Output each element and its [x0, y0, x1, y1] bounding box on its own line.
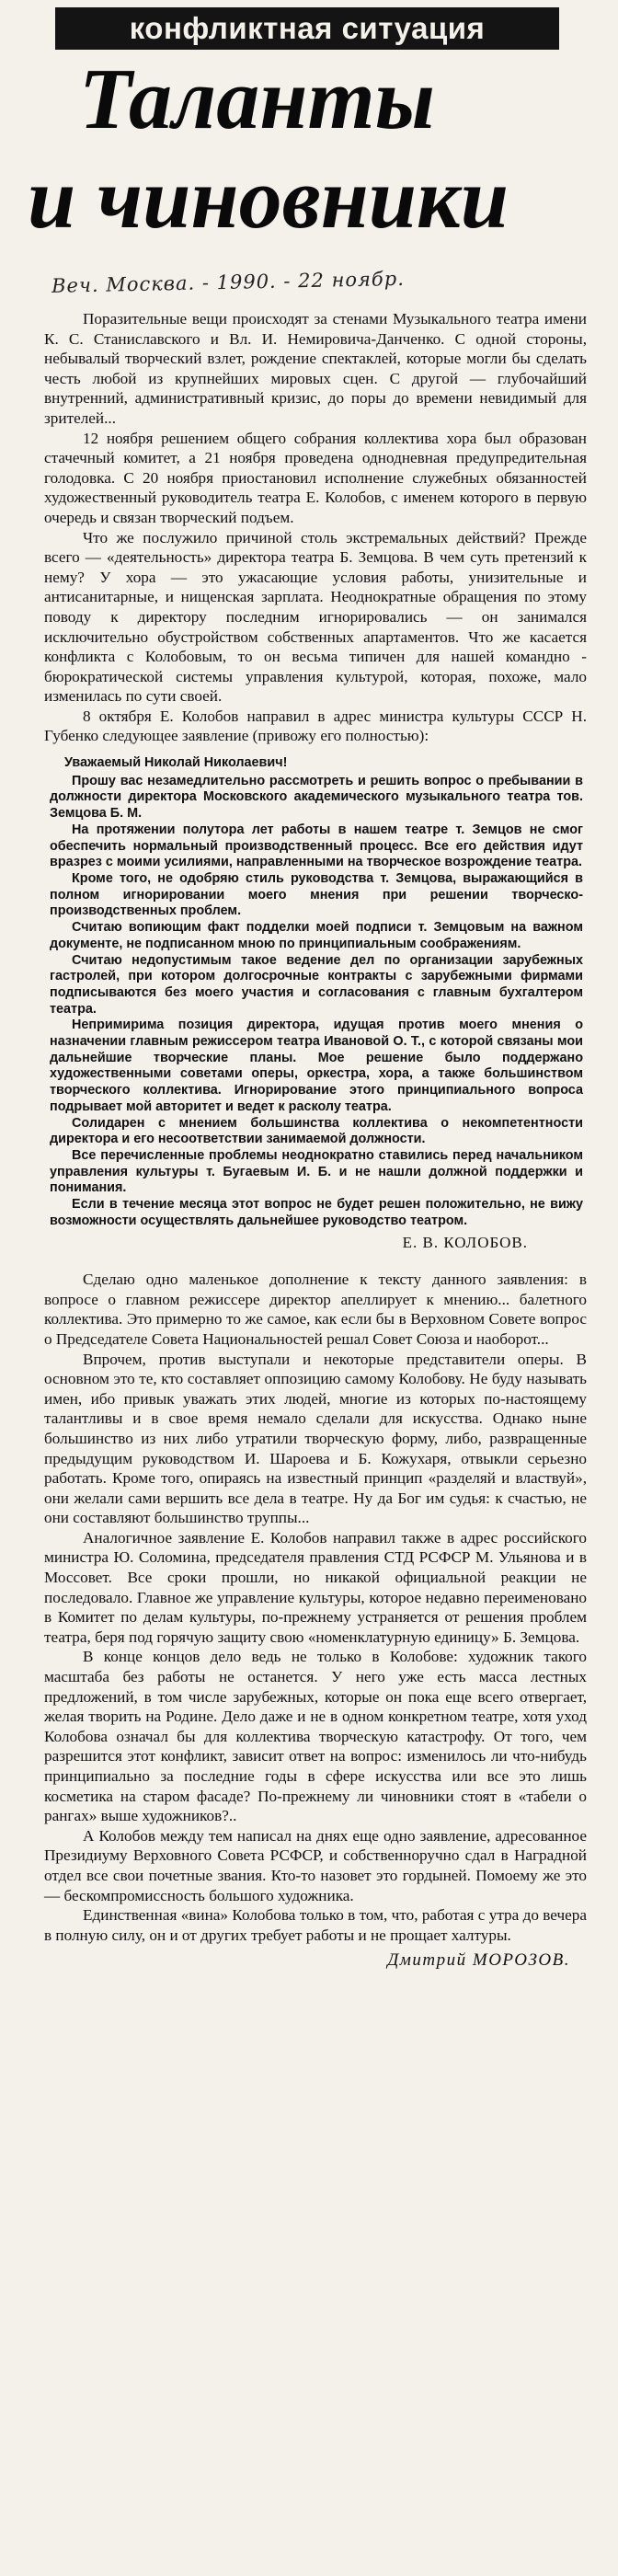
article-continuation [44, 1270, 587, 1945]
body-paragraph: Впрочем, против выступали и некоторые представители оперы. В основном это те, кто составляет оппозицию самому Колобову. Не буду называть имен, ибо привык уважать этих людей, многие из которых по-настоящему талантливы и в свое время немало сделали для искусства. Однако ныне большинство из них либо утратили творческую форму, либо, развращенные предыдущим руководством И. Шароева и Б. Кожухаря, отвыкли серьезно работать. Кроме того, опираясь на известный принцип «разделяй и властвуй», они желали сами вершить все дела в театре. Ну да Бог им судья: к счастью, не они составляют большинство труппы... [44, 1350, 587, 1527]
rubric-banner: конфликтная ситуация [55, 7, 559, 50]
letter-paragraph: Считаю недопустимым такое ведение дел по организации зарубежных гастролей, при котором долгосрочные контракты с зарубежными фирмами подписываются без моего участия и согласования с главным бухгалтером театра. [50, 952, 583, 1017]
intro-paragraph: Поразительные вещи происходят за стенами Музыкального театра имени К. С. Станиславского и Вл. И. Немировича-Данченко. С одной стороны, небывалый творческий взлет, рождение спектаклей, которые могли бы сделать честь любой из крупнейших мировых сцен. С другой — глубочайший внутренний, административный кризис, до поры до времени невидимый для зрителей... [44, 310, 587, 427]
body-paragraph: А Колобов между тем написал на днях еще одно заявление, адресованное Президиуму Верховного Совета РСФСР, и собственноручно сдал в Наградной отдел все свои почетные звания. Кто-то назовет это гордыней. Помоему же это — бескомпромиссность большого художника. [44, 1826, 587, 1904]
intro-paragraph: 8 октября Е. Колобов направил в адрес министра культуры СССР Н. Губенко следующее заявление (привожу его полностью): [44, 707, 587, 745]
quoted-letter [44, 755, 587, 1251]
author-byline: Дмитрий МОРОЗОВ. [387, 1950, 570, 1971]
body-paragraph: Аналогичное заявление Е. Колобов направил также в адрес российского министра Ю. Соломина, председателя правления СТД РСФСР М. Ульянова и в Моссовет. Все сроки прошли, но никакой официальной реакции не последовало. Главное же управление культуры, которое недавно переименовано в Комитет по делам культуры, по-прежнему устраняется от решения проблем театра, беря под горячую защиту свою «номенклатурную единицу» Б. Земцова. [44, 1528, 587, 1646]
body-paragraph: Единственная «вина» Колобова только в том, что, работая с утра до вечера в полную силу, он и от других требует работы и не прощает халтуры. [44, 1906, 587, 1944]
letter-paragraph: Кроме того, не одобряю стиль руководства т. Земцова, выражающийся в полном игнорировании моего мнения при решении творческо-производственных проблем. [50, 870, 583, 919]
letter-paragraph: На протяжении полутора лет работы в нашем театре т. Земцов не смог обеспечить нормальный производственный процесс. Все его действия идут вразрез с моими усилиями, направленными на творческое возрождение театра. [50, 822, 583, 870]
letter-paragraph: Все перечисленные проблемы неоднократно ставились перед начальником управления культуры т. Бугаевым И. Б. и не нашли должной поддержки и понимания. [50, 1147, 583, 1196]
letter-paragraph: Если в течение месяца этот вопрос не будет решен положительно, не вижу возможности осуществлять дальнейшее руководство театром. [50, 1197, 583, 1228]
letter-paragraph: Солидарен с мнением большинства коллектива о некомпетентности директора и его несоответствии занимаемой должности. [50, 1115, 583, 1147]
body-paragraph: В конце концов дело ведь не только в Колобове: художник такого масштаба без работы не останется. У него уже есть масса лестных предложений, в том числе зарубежных, которые он пока еще всего отвергает, желая творить на Родине. Дело даже и не в одном конкретном театре, хотя уход Колобова означал бы для коллектива творческую катастрофу. От того, чем разрешится этот конфликт, зависит ответ на вопрос: изменилось ли что-нибудь принципиально за последние годы в сфере искусства или все это лишь косметика на старом фасаде? По-прежнему ли чиновники стоят в «табели о рангах» выше художников?.. [44, 1648, 587, 1825]
letter-paragraph: Непримирима позиция директора, идущая против моего мнения о назначении главным режиссером театра Ивановой О. Т., с которой связаны мои дальнейшие творческие планы. Мое решение было поддержано художественными советами оперы, оркестра, хора, а также большинством творческого коллектива. Игнорирование этого принципиального вопроса подрывает мой авторитет и ведет к расколу театра. [50, 1018, 583, 1114]
letter-paragraph: Прошу вас незамедлительно рассмотреть и решить вопрос о пребывании в должности директора Московского академического музыкального театра тов. Земцова Б. М. [50, 773, 583, 822]
handwritten-source-note: Веч. Москва. - 1990. - 22 ноябр. [51, 267, 406, 297]
letter-salutation: Уважаемый Николай Николаевич! [64, 755, 288, 771]
headline-line-2: и чиновники [28, 151, 509, 247]
headline-line-1: Таланты [79, 52, 435, 147]
body-paragraph: Сделаю одно маленькое дополнение к тексту данного заявления: в вопросе о главном режиссере директор апеллирует к мнению... балетного коллектива. Это примерно то же самое, как если бы в Верховном Совете вопрос о Председателе Совета Национальностей решал Совет Союза и наоборот... [44, 1271, 587, 1348]
intro-paragraph: 12 ноября решением общего собрания коллектива хора был образован стачечный комитет, а 21 ноября проведена однодневная предупредительная голодовка. С 20 ноября приостановил исполнение служебных обязанностей художественный руководитель театра Е. Колобов, с именем которого в первую очередь и связан творческий подъем. [44, 429, 587, 526]
letter-signature: Е. В. КОЛОБОВ. [402, 1234, 528, 1252]
article-body [44, 309, 587, 1971]
letter-paragraph: Считаю вопиющим факт подделки моей подписи т. Земцовым на важном документе, не подписанном мною по принципиальным соображениям. [50, 920, 583, 951]
intro-paragraph: Что же послужило причиной столь экстремальных действий? Прежде всего — «деятельность» директора театра Б. Земцова. В чем суть претензий к нему? У хора — это ужасающие условия работы, унизительные и антисанитарные, и нищенская зарплата. Неоднократные обращения по этому поводу к директору последним игнорировались — он занимался исключительно обустройством собственных апартаментов. Что же касается конфликта с Колобовым, то он весьма типичен для нашей командно - бюрократической системы управления культурой, которая, похоже, мало изменилась по сути своей. [44, 528, 587, 706]
